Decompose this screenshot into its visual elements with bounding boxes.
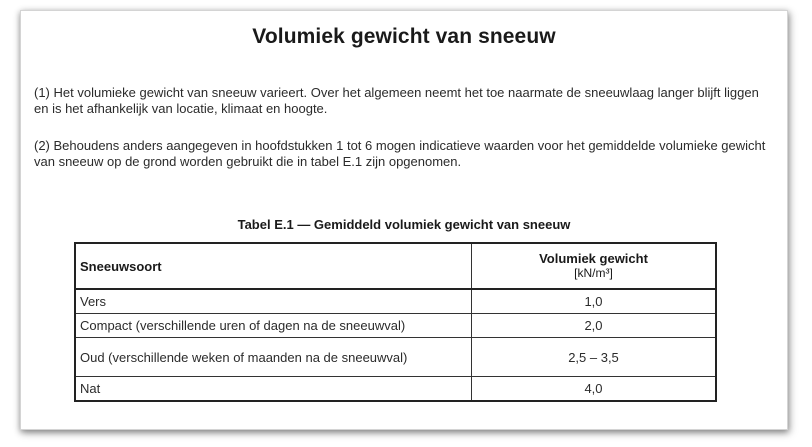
document-card bbox=[20, 10, 788, 430]
page-title: Volumiek gewicht van sneeuw bbox=[252, 25, 556, 48]
row-snow-type: Compact (verschillende uren of dagen na de sneeuwval) bbox=[75, 314, 472, 338]
row-snow-type: Nat bbox=[75, 377, 472, 402]
header-volume-weight bbox=[472, 243, 717, 289]
row-weight-value: 2,5 – 3,5 bbox=[472, 338, 717, 377]
header-unit: [kN/m³] bbox=[574, 266, 613, 280]
row-snow-type: Vers bbox=[75, 289, 472, 314]
row-weight-value: 2,0 bbox=[472, 314, 717, 338]
table-row bbox=[75, 338, 716, 377]
row-weight-value: 1,0 bbox=[472, 289, 717, 314]
table-row bbox=[75, 289, 716, 314]
paragraph-1: (1) Het volumieke gewicht van sneeuw varieert. Over het algemeen neemt het toe naarmate de sneeuwlaag langer blijft liggen en is het afhankelijk van locatie, klimaat en hoogte. bbox=[34, 85, 759, 116]
row-weight-value: 4,0 bbox=[472, 377, 717, 402]
header-snow-type bbox=[75, 243, 472, 289]
table-header-row bbox=[75, 243, 716, 289]
paragraph-2: (2) Behoudens anders aangegeven in hoofdstukken 1 tot 6 mogen indicatieve waarden voor het gemiddelde volumieke gewicht van sneeuw op de grond worden gebruikt die in tabel E.1 zijn opgenomen. bbox=[34, 138, 766, 169]
table-caption: Tabel E.1 — Gemiddeld volumiek gewicht van sneeuw bbox=[237, 217, 571, 232]
table-row bbox=[75, 314, 716, 338]
header-snow-type-label: Sneeuwsoort bbox=[80, 258, 162, 274]
row-snow-type: Oud (verschillende weken of maanden na de sneeuwval) bbox=[75, 338, 472, 377]
header-volume-weight-label: Volumiek gewicht bbox=[539, 251, 648, 266]
table-row bbox=[75, 377, 716, 402]
snow-weight-table bbox=[74, 242, 717, 402]
